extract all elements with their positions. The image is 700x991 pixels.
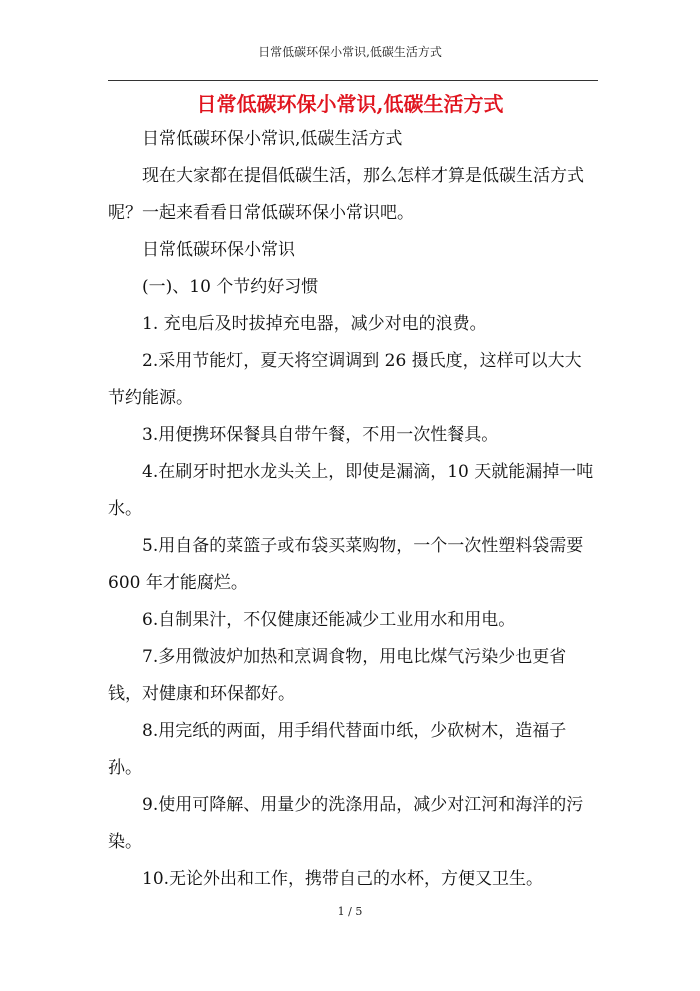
list-item: 6.自制果汁，不仅健康还能减少工业用水和用电。 [142, 610, 516, 630]
running-header: 日常低碳环保小常识,低碳生活方式 [258, 45, 442, 59]
document-title: 日常低碳环保小常识,低碳生活方式 [196, 92, 504, 116]
paragraph-section-heading: 日常低碳环保小常识 [142, 240, 295, 260]
list-item: 8.用完纸的两面，用手绢代替面巾纸，少砍树木，造福子孙。 [108, 721, 567, 778]
header-divider [108, 80, 598, 81]
list-item: 2.采用节能灯，夏天将空调调到 26 摄氏度，这样可以大大节约能源。 [108, 351, 582, 408]
paragraph-subtitle: 日常低碳环保小常识,低碳生活方式 [142, 129, 403, 149]
list-item: 10.无论外出和工作，携带自己的水杯，方便又卫生。 [142, 869, 544, 889]
paragraph-intro: 现在大家都在提倡低碳生活，那么怎样才算是低碳生活方式呢？一起来看看日常低碳环保小常识吧。 [108, 166, 584, 223]
list-item: 7.多用微波炉加热和烹调食物，用电比煤气污染少也更省钱，对健康和环保都好。 [108, 647, 567, 704]
list-item: 4.在刷牙时把水龙头关上，即使是漏滴，10 天就能漏掉一吨水。 [108, 462, 594, 519]
list-item: 5.用自备的菜篮子或布袋买菜购物，一个一次性塑料袋需要 600 年才能腐烂。 [108, 536, 584, 593]
paragraph-list-heading: (一)、10 个节约好习惯 [142, 277, 319, 297]
list-item: 9.使用可降解、用量少的洗涤用品，减少对江河和海洋的污染。 [108, 795, 584, 852]
list-item: 3.用便携环保餐具自带午餐，不用一次性餐具。 [142, 425, 499, 445]
document-body [108, 121, 598, 898]
page-number: 1 / 5 [337, 905, 363, 918]
list-item: 1. 充电后及时拔掉充电器，减少对电的浪费。 [142, 314, 487, 334]
